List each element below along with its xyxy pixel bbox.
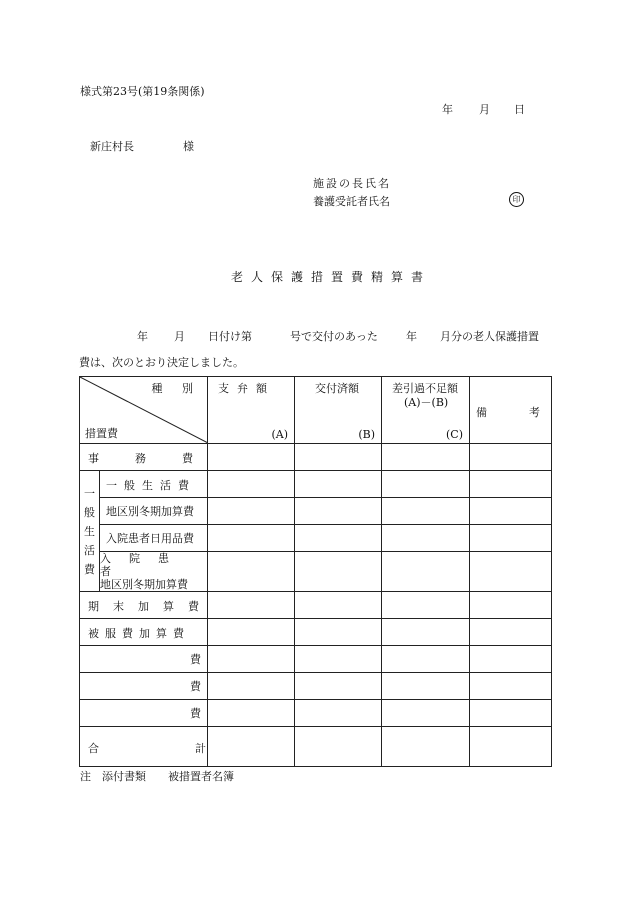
addressee-name: 新庄村長 [90, 140, 134, 153]
cell [470, 646, 552, 673]
cell [208, 498, 295, 525]
table-row [80, 673, 552, 700]
body-year: 年 [137, 330, 148, 343]
header-col-c-formula: (A)－(B) [404, 396, 449, 409]
header-col-c-mark: (C) [446, 428, 463, 441]
cell [208, 700, 295, 727]
cell [382, 498, 470, 525]
attachment-note: 注 添付書類 被措置者名簿 [80, 770, 234, 783]
row-office-text: 事務費 [88, 452, 229, 465]
row-label-general [100, 471, 208, 498]
cell [470, 592, 552, 619]
row-general-text: 一般生活費 [106, 479, 196, 492]
cell [295, 619, 382, 646]
cell [382, 525, 470, 552]
cell [295, 727, 382, 767]
table-row [80, 592, 552, 619]
cell [470, 619, 552, 646]
date-month: 月 [479, 103, 490, 116]
cell [295, 646, 382, 673]
header-col-a-label: 支弁額 [218, 382, 275, 395]
cell [208, 471, 295, 498]
cell [382, 471, 470, 498]
row-label-blank-2 [80, 673, 208, 700]
table-row [80, 525, 552, 552]
header-col-b-label: 交付済額 [315, 382, 359, 395]
living-expense-group [80, 471, 100, 592]
row-inpatient-line1: 入院患者 [100, 552, 187, 578]
cell [208, 525, 295, 552]
cell [470, 525, 552, 552]
table-row [80, 700, 552, 727]
cell [295, 498, 382, 525]
body-month: 月 [174, 330, 185, 343]
cell [470, 444, 552, 471]
body-number: 号で交付のあった [290, 330, 378, 343]
row-label-year-end [80, 592, 213, 619]
cell [295, 525, 382, 552]
row-label-total [80, 727, 302, 767]
addressee-honorific: 様 [183, 140, 194, 153]
cell [208, 592, 295, 619]
row-label-blank-1 [80, 646, 208, 673]
header-col-c [382, 377, 470, 444]
guardian-name-label: 養護受託者氏名 [313, 195, 390, 208]
living-expense-group-text: 一般生活費 [84, 486, 95, 576]
settlement-table [79, 376, 582, 767]
cell [382, 700, 470, 727]
header-diagonal-cell [80, 377, 208, 444]
row-label-office [80, 444, 229, 471]
body-line-2: 費は、次のとおり決定しました。 [79, 356, 244, 369]
row-year-end-text: 期末加算費 [88, 600, 213, 613]
body-rest: 月分の老人保護措置 [440, 330, 539, 343]
row-winter-text: 地区別冬期加算費 [106, 505, 194, 518]
header-col-c-label: 差引過不足額 [392, 382, 458, 395]
row-clothing-text: 被服費加算費 [88, 627, 190, 640]
table-row [80, 552, 552, 592]
cell [382, 646, 470, 673]
cell [208, 552, 295, 592]
cell [470, 727, 552, 767]
header-row [80, 377, 552, 444]
header-col-a-mark: (A) [271, 428, 288, 441]
header-kind: 種 別 [151, 382, 201, 395]
table-row [80, 471, 552, 498]
seal-mark: 印 [509, 192, 524, 207]
row-label-inpatient [100, 552, 208, 592]
table-row [80, 498, 552, 525]
table-row [80, 444, 552, 471]
cell [295, 471, 382, 498]
header-expense: 措置費 [85, 427, 118, 440]
facility-head-name-label: 施設の長氏名 [313, 177, 391, 190]
row-daily-goods-text: 入院患者日用品費 [106, 532, 194, 545]
cell [295, 673, 382, 700]
header-col-b [295, 377, 382, 444]
cell [470, 552, 552, 592]
table-row [80, 619, 552, 646]
header-remarks-label: 備考 [476, 406, 582, 419]
date-year: 年 [442, 103, 453, 116]
row-blank-1-text: 費 [190, 653, 201, 666]
cell [470, 700, 552, 727]
cell [295, 444, 382, 471]
cell [208, 619, 295, 646]
row-inpatient-line2: 地区別冬期加算費 [100, 578, 188, 591]
header-col-a [208, 377, 295, 444]
cell [382, 727, 470, 767]
table-row [80, 646, 552, 673]
cell [382, 444, 470, 471]
header-col-b-mark: (B) [358, 428, 375, 441]
document-title: 老人保護措置費精算書 [231, 270, 432, 284]
row-label-daily-goods [100, 525, 208, 552]
cell [208, 646, 295, 673]
cell [470, 498, 552, 525]
body-year2: 年 [406, 330, 417, 343]
cell [382, 552, 470, 592]
cell [295, 700, 382, 727]
cell [470, 673, 552, 700]
table-row [80, 727, 552, 767]
body-dated: 日付け第 [208, 330, 252, 343]
form-number: 様式第23号(第19条関係) [80, 85, 205, 98]
row-label-winter [100, 498, 208, 525]
cell [295, 592, 382, 619]
row-label-blank-3 [80, 700, 208, 727]
cell [382, 592, 470, 619]
cell [208, 673, 295, 700]
cell [382, 673, 470, 700]
date-day: 日 [514, 103, 525, 116]
row-label-clothing [80, 619, 208, 646]
cell [382, 619, 470, 646]
row-total-text: 合計 [88, 741, 302, 755]
row-blank-3-text: 費 [190, 707, 201, 720]
header-remarks [470, 377, 582, 444]
cell [470, 471, 552, 498]
cell [295, 552, 382, 592]
row-blank-2-text: 費 [190, 680, 201, 693]
